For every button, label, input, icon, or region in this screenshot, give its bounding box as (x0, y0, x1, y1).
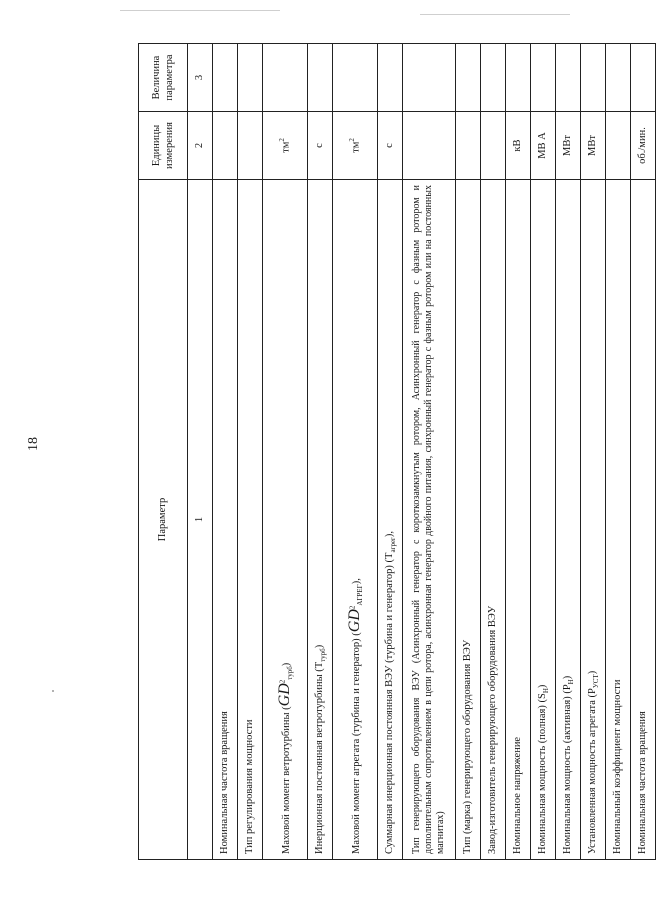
param-cell: Тип (марка) генерирующего оборудования ВЭУ (456, 180, 481, 860)
table-row (506, 44, 531, 860)
param-cell: Номинальный коэффициент мощности (606, 180, 631, 860)
table-row (333, 44, 378, 860)
header-value: Величина параметра (139, 44, 188, 112)
page-number: 18 (26, 437, 41, 451)
unit-cell (238, 112, 263, 180)
value-cell (606, 44, 631, 112)
value-cell (238, 44, 263, 112)
param-cell: Маховой момент ветротурбины $(GD^2_{турб})$ (263, 180, 308, 860)
value-cell (213, 44, 238, 112)
column-number: 2 (188, 112, 213, 180)
table-row (556, 44, 581, 860)
table-row (378, 44, 403, 860)
table-row (531, 44, 556, 860)
param-cell: Номинальное напряжение (506, 180, 531, 860)
unit-cell (456, 112, 481, 180)
header-parameter: Параметр (139, 180, 188, 860)
scan-edge-top (120, 10, 280, 11)
parameters-table-rotated (138, 44, 649, 860)
table-row (581, 44, 606, 860)
param-cell: Суммарная инерционная постоянная ВЭУ (турбина и генератор) $(T_{агрег})$, (378, 180, 403, 860)
value-cell (481, 44, 506, 112)
param-cell: Тип регулирования мощности (238, 180, 263, 860)
unit-cell: об./мин. (631, 112, 656, 180)
unit-cell: с (378, 112, 403, 180)
value-cell (308, 44, 333, 112)
param-cell: Инерционная постоянная ветротурбины $(T_{турб})$ (308, 180, 333, 860)
unit-cell: МВт (581, 112, 606, 180)
unit-cell (213, 112, 238, 180)
unit-cell (403, 112, 456, 180)
unit-cell (481, 112, 506, 180)
param-cell: Маховой момент агрегата (турбина и генератор) $(GD^2_{АГРЕГ})$, (333, 180, 378, 860)
unit-cell (606, 112, 631, 180)
value-cell (631, 44, 656, 112)
value-cell (556, 44, 581, 112)
table-row (403, 44, 456, 860)
table-row (213, 44, 238, 860)
value-cell (378, 44, 403, 112)
unit-cell: $тм^2$ (263, 112, 308, 180)
value-cell (506, 44, 531, 112)
column-number-row (188, 44, 213, 860)
param-cell: Номинальная мощность (полная) $(S_Н)$ (531, 180, 556, 860)
param-cell: Тип генерирующего оборудования ВЭУ (Асинхронный генератор с короткозамкнутым ротором, Асинхронный генератор с фазным ротором и дополнительным сопротивлением в цепи ротора, асинхронная генератор двойного питания, синхронный генератор с фазным ротором или на постоянных магнитах) (403, 180, 456, 860)
scan-speck (52, 690, 54, 692)
value-cell (333, 44, 378, 112)
header-unit: Единицы измерения (139, 112, 188, 180)
unit-cell: МВт (556, 112, 581, 180)
table-header-row (139, 44, 188, 860)
table-row (263, 44, 308, 860)
table-row (606, 44, 631, 860)
table-row (631, 44, 656, 860)
unit-cell: с (308, 112, 333, 180)
scan-edge-top-right (420, 14, 570, 15)
param-cell: Завод-изготовитель генерирующего оборудования ВЭУ (481, 180, 506, 860)
unit-cell: кВ (506, 112, 531, 180)
param-cell: Номинальная мощность (активная) $(P_Н)$ (556, 180, 581, 860)
table-row (238, 44, 263, 860)
param-cell: Номинальная частота вращения (631, 180, 656, 860)
param-cell: Установленная мощность агрегата $(P_{УСТ})$ (581, 180, 606, 860)
unit-cell: $тм^2$ (333, 112, 378, 180)
column-number: 1 (188, 180, 213, 860)
param-cell: Номинальная частота вращения (213, 180, 238, 860)
value-cell (581, 44, 606, 112)
parameters-table-wrapper (138, 44, 649, 860)
value-cell (456, 44, 481, 112)
table-row (456, 44, 481, 860)
table-row (308, 44, 333, 860)
value-cell (403, 44, 456, 112)
column-number: 3 (188, 44, 213, 112)
table-row (481, 44, 506, 860)
value-cell (531, 44, 556, 112)
parameters-table (138, 43, 656, 860)
value-cell (263, 44, 308, 112)
unit-cell: МВ А (531, 112, 556, 180)
